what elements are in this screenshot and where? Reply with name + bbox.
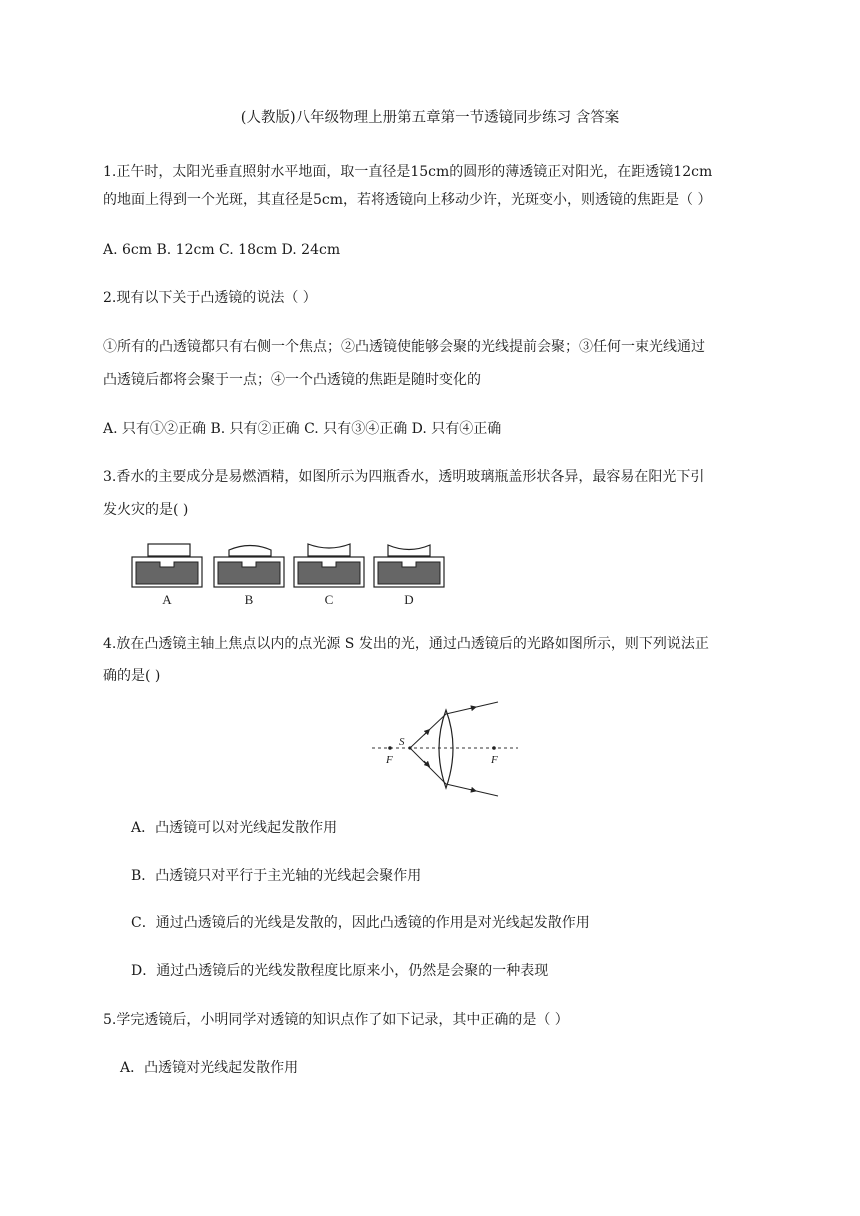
convex-lens	[439, 710, 453, 788]
q4-option-d: D．通过凸透镜后的光线发散程度比原来小，仍然是会聚的一种表现	[131, 963, 549, 979]
q1-stem-line-1: 1.正午时，太阳光垂直照射水平地面，取一直径是15cm的圆形的薄透镜正对阳光，在距透镜12cm	[103, 164, 713, 180]
q5-stem: 5.学完透镜后，小明同学对透镜的知识点作了如下记录，其中正确的是（ ）	[103, 1012, 569, 1028]
focus-left-point	[388, 746, 392, 750]
q4-stem-line-2: 确的是( )	[103, 668, 161, 684]
bottle-d	[374, 545, 444, 587]
source-label: S	[399, 736, 405, 748]
arrow-upper-incident	[424, 731, 428, 735]
q4-option-b: B．凸透镜只对平行于主光轴的光线起会聚作用	[131, 868, 422, 884]
bottle-a-label: A	[162, 592, 172, 607]
q2-statement-line-2: 凸透镜后都将会聚于一点；④一个凸透镜的焦距是随时变化的	[103, 372, 481, 388]
source-point	[408, 746, 411, 749]
arrow-lower-refracted	[470, 790, 474, 791]
bottle-c-label: C	[324, 592, 334, 607]
q1-stem-line-2: 的地面上得到一个光斑，其直径是5cm，若将透镜向上移动少许，光斑变小，则透镜的焦距是（ ）	[103, 192, 712, 208]
q5-option-a: A．凸透镜对光线起发散作用	[120, 1060, 299, 1076]
bottle-c	[294, 544, 364, 587]
arrow-upper-refracted	[470, 708, 474, 709]
bottle-b-label: B	[244, 592, 254, 607]
q2-options: A. 只有①②正确 B. 只有②正确 C. 只有③④正确 D. 只有④正确	[103, 421, 502, 437]
focus-left-label: F	[386, 754, 393, 766]
q2-stem: 2.现有以下关于凸透镜的说法（ ）	[103, 290, 317, 306]
q3-stem-line-2: 发火灾的是( )	[103, 502, 189, 518]
focus-right-label: F	[491, 754, 498, 766]
convex-lens-ray-diagram	[368, 700, 522, 798]
q2-statement-line-1: ①所有的凸透镜都只有右侧一个焦点；②凸透镜使能够会聚的光线提前会聚；③任何一束光线通过	[103, 339, 705, 355]
bottle-a	[132, 544, 202, 587]
focus-right-point	[492, 746, 496, 750]
bottle-d-label: D	[404, 592, 414, 607]
bottle-b	[214, 546, 284, 588]
perfume-bottles-figure	[128, 540, 448, 610]
q3-stem-line-1: 3.香水的主要成分是易燃酒精，如图所示为四瓶香水，透明玻璃瓶盖形状各异，最容易在阳光下引	[103, 469, 705, 485]
q1-options: A. 6cm B. 12cm C. 18cm D. 24cm	[103, 242, 341, 258]
q4-option-c: C．通过凸透镜后的光线是发散的，因此凸透镜的作用是对光线起发散作用	[131, 915, 590, 931]
q4-option-a: A．凸透镜可以对光线起发散作用	[131, 820, 338, 836]
q4-stem-line-1: 4.放在凸透镜主轴上焦点以内的点光源 S 发出的光，通过凸透镜后的光路如图所示，则下列说法正	[103, 636, 709, 652]
document-title: (人教版)八年级物理上册第五章第一节透镜同步练习 含答案	[240, 110, 620, 126]
